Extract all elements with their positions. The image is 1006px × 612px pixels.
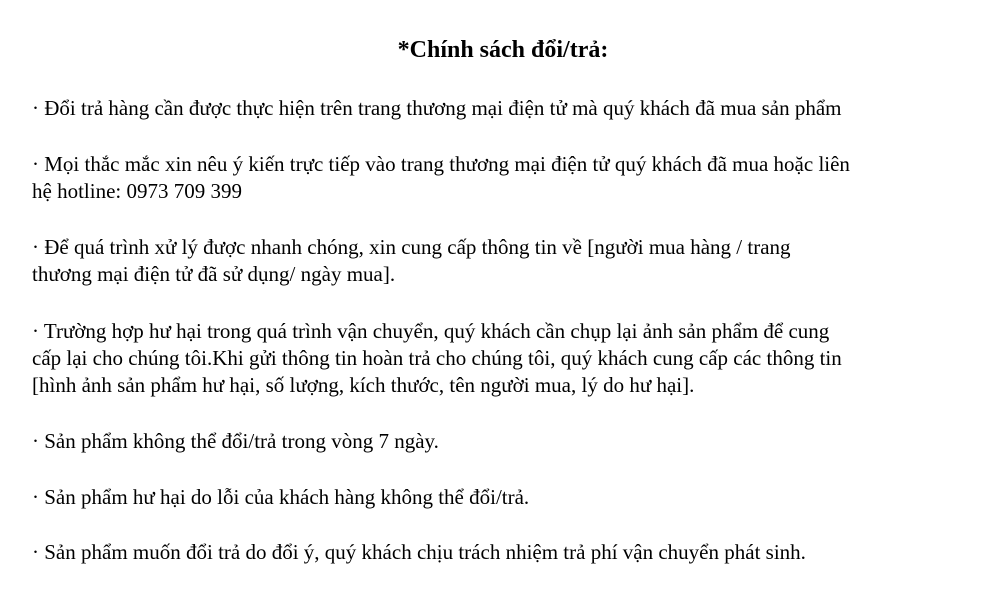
paragraph-line: thương mại điện tử đã sử dụng/ ngày mua].: [32, 262, 396, 286]
paragraph-line: · Sản phẩm hư hại do lỗi của khách hàng không thể đổi/trả.: [32, 485, 530, 509]
policy-paragraph-return-on-marketplace: [32, 95, 977, 122]
paragraph-line: · Mọi thắc mắc xin nêu ý kiến trực tiếp vào trang thương mại điện tử quý khách đã mua hoặc liên: [32, 152, 850, 176]
document-title: *Chính sách đổi/trả:: [397, 37, 609, 63]
paragraph-line: · Để quá trình xử lý được nhanh chóng, xin cung cấp thông tin về [người mua hàng / trang: [32, 235, 791, 259]
policy-paragraph-provide-info: [32, 234, 977, 288]
policy-paragraph-shipping-damage: [32, 318, 977, 399]
policy-paragraph-change-of-mind: [32, 539, 977, 566]
paragraph-line: hệ hotline: 0973 709 399: [32, 179, 242, 203]
paragraph-line: · Sản phẩm muốn đổi trả do đổi ý, quý khách chịu trách nhiệm trả phí vận chuyển phát sinh.: [32, 540, 806, 564]
paragraph-line: · Trường hợp hư hại trong quá trình vận chuyển, quý khách cần chụp lại ảnh sản phẩm để cung: [32, 319, 830, 343]
paragraph-line: · Sản phẩm không thể đổi/trả trong vòng 7 ngày.: [32, 429, 439, 453]
paragraph-line: [hình ảnh sản phẩm hư hại, số lượng, kích thước, tên người mua, lý do hư hại].: [32, 373, 695, 397]
policy-paragraph-hotline: [32, 151, 977, 205]
paragraph-line: · Đổi trả hàng cần được thực hiện trên trang thương mại điện tử mà quý khách đã mua sản phẩm: [32, 96, 842, 120]
policy-paragraph-seven-days: [32, 428, 977, 455]
paragraph-line: cấp lại cho chúng tôi.Khi gửi thông tin hoàn trả cho chúng tôi, quý khách cung cấp các thông tin: [32, 346, 842, 370]
policy-paragraph-customer-fault: [32, 484, 977, 511]
